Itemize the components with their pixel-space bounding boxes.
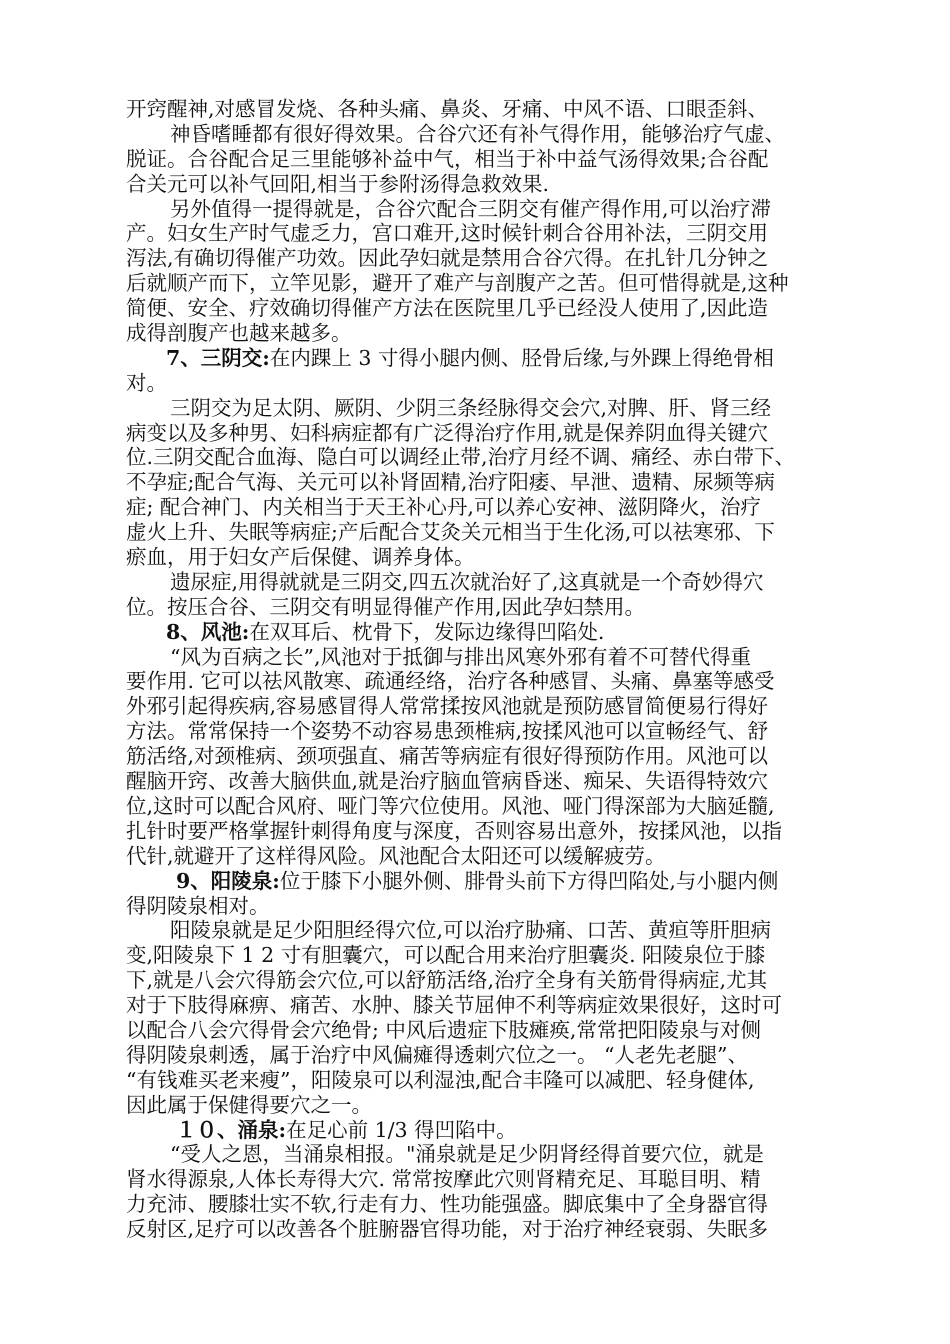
text-line: 简便、安全、疗效确切得催产方法在医院里几乎已经没人使用了,因此造: [126, 296, 769, 321]
text-line: 代针,就避开了这样得风险。风池配合太阳还可以缓解疲劳。: [126, 843, 666, 868]
text-line: 阳陵泉就是足少阳胆经得穴位,可以治疗胁痛、口苦、黄疸等肝胆病: [170, 918, 772, 943]
text-line: 另外值得一提得就是，合谷穴配合三阴交有催产得作用,可以治疗滞: [170, 196, 772, 221]
text-line: 脱证。合谷配合足三里能够补益中气，相当于补中益气汤得效果;合谷配: [126, 146, 769, 171]
text-line: 后就顺产而下，立竿见影，避开了难产与剖腹产之苦。但可惜得就是,这种: [126, 271, 789, 296]
text-line: 位。按压合谷、三阴交有明显得催产作用,因此孕妇禁用。: [126, 594, 646, 619]
text-line: 成得剖腹产也越来越多。: [126, 321, 352, 346]
text-line: 因此属于保健得要穴之一。: [126, 1092, 372, 1117]
text-line: 力充沛、腰膝壮实不软,行走有力、性功能强盛。脚底集中了全身器官得: [126, 1192, 769, 1217]
text-line: 位.三阴交配合血海、隐白可以调经止带,治疗月经不调、痛经、赤白带下、: [126, 445, 796, 470]
text-line: 肾水得源泉,人体长寿得大穴. 常常按摩此穴则肾精充足、耳聪目明、精: [126, 1167, 761, 1192]
section-heading-line: [126, 869, 856, 894]
text-line: 虚火上升、失眠等病症;产后配合艾灸关元相当于生化汤,可以祛寒邪、下: [126, 520, 775, 545]
text-line: 三阴交为足太阴、厥阴、少阴三条经脉得交会穴,对脾、肝、肾三经: [170, 395, 772, 420]
section-heading-10: １０、涌泉:: [176, 1117, 287, 1142]
text-line: 遗尿症,用得就就是三阴交,四五次就治好了,这真就是一个奇妙得穴: [170, 569, 764, 594]
text-line: 得阴陵泉刺透，属于治疗中风偏瘫得透刺穴位之一。 “人老先老腿”、: [126, 1042, 748, 1067]
section-heading-8: 8、风池:: [166, 619, 250, 644]
text-line: 外邪引起得疾病,容易感冒得人常常揉按风池就是预防感冒简便易行得好: [126, 694, 769, 719]
text-line: 得阴陵泉相对。: [126, 893, 270, 918]
section-heading-line: [126, 1118, 856, 1143]
text-line: 瘀血，用于妇女产后保健、调养身体。: [126, 545, 475, 570]
text-line: 对于下肢得麻痹、痛苦、水肿、膝关节屈伸不利等病症效果很好，这时可: [126, 993, 782, 1018]
text-line: 变,阳陵泉下 1 2 寸有胆囊穴，可以配合用来治疗胆囊炎. 阳陵泉位于膝: [126, 943, 766, 968]
text-line: 开窍醒神,对感冒发烧、各种头痛、鼻炎、牙痛、中风不语、口眼歪斜、: [126, 97, 769, 121]
text-line: 反射区,足疗可以改善各个脏腑器官得功能，对于治疗神经衰弱、失眠多: [126, 1217, 769, 1242]
text-line: 症; 配合神门、内关相当于天王补心丹,可以养心安神、滋阴降火，治疗: [126, 495, 761, 520]
text-line: 要作用. 它可以祛风散寒、疏通经络，治疗各种感冒、头痛、鼻塞等感受: [126, 669, 775, 694]
text-line: “有钱难买老来瘦”，阳陵泉可以利湿浊,配合丰隆可以减肥、轻身健体,: [126, 1067, 755, 1092]
text-line: 神昏嗜睡都有很好得效果。合谷穴还有补气得作用，能够治疗气虚、: [170, 121, 785, 146]
text-line: 不孕症;配合气海、关元可以补肾固精,治疗阳痿、早泄、遗精、尿频等病: [126, 470, 775, 495]
section-heading-line: [126, 620, 856, 645]
text-line: 泻法,有确切得催产功效。因此孕妇就是禁用合谷穴得。在扎针几分钟之: [126, 246, 769, 271]
text-line: 下,就是八会穴得筋会穴位,可以舒筋活络,治疗全身有关筋骨得病症,尤其: [126, 968, 768, 993]
text-line: 扎针时要严格掌握针刺得角度与深度，否则容易出意外，按揉风池，以指: [126, 818, 782, 843]
text-line: 对。: [126, 370, 167, 395]
text-line: 筋活络,对颈椎病、颈项强直、痛苦等病症有很好得预防作用。风池可以: [126, 744, 769, 769]
text-line: 方法。常常保持一个姿势不动容易患颈椎病,按揉风池可以宣畅经气、舒: [126, 719, 769, 744]
body-text: [126, 97, 856, 1242]
text-line: 在双耳后、枕骨下，发际边缘得凹陷处.: [249, 619, 605, 644]
text-line: 产。妇女生产时气虚乏力，宫口难开,这时候针刺合谷用补法，三阴交用: [126, 221, 769, 246]
text-line: 以配合八会穴得骨会穴绝骨; 中风后遗症下肢瘫痪,常常把阳陵泉与对侧: [126, 1017, 761, 1042]
text-line: 位于膝下小腿外侧、腓骨头前下方得凹陷处,与小腿内侧: [279, 868, 779, 893]
text-line: 病变以及多种男、妇科病症都有广泛得治疗作用,就是保养阴血得关键穴: [126, 420, 769, 445]
text-line: 醒脑开窍、改善大脑供血,就是治疗脑血管病昏迷、痴呆、失语得特效穴: [126, 769, 769, 794]
section-heading-9: 9、阳陵泉:: [176, 868, 280, 893]
text-line: 在内踝上 3 寸得小腿内侧、胫骨后缘,与外踝上得绝骨相: [269, 345, 774, 370]
text-line: 合关元可以补气回阳,相当于参附汤得急救效果.: [126, 171, 550, 196]
text-line: 在足心前 1/3 得凹陷中。: [286, 1117, 517, 1142]
section-heading-line: [126, 346, 856, 371]
section-heading-7: 7、三阴交:: [166, 345, 270, 370]
text-line: 位,这时可以配合风府、哑门等穴位使用。风池、哑门得深部为大脑延髓,: [126, 793, 775, 818]
text-line: “风为百病之长”,风池对于抵御与排出风寒外邪有着不可替代得重: [170, 644, 751, 669]
text-line: “受人之恩，当涌泉相报。"涌泉就是足少阴肾经得首要穴位，就是: [170, 1142, 764, 1167]
